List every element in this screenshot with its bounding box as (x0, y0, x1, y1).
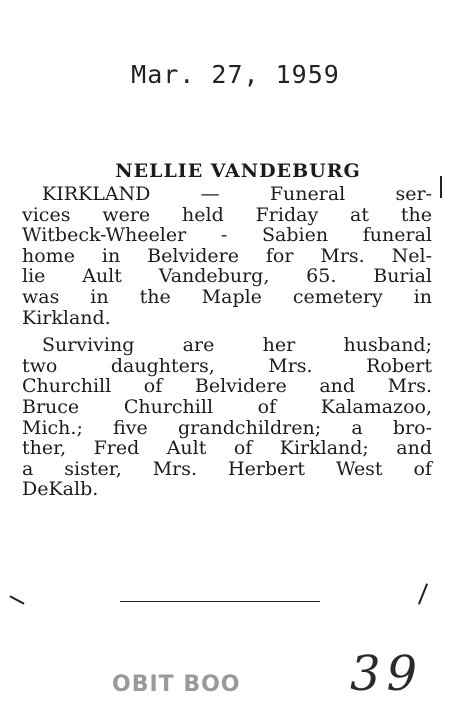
clipping-edge-mark (440, 176, 442, 198)
text-line: home in Belvidere for Mrs. Nel- (22, 244, 432, 267)
obituary-paragraph-survivors (22, 335, 432, 500)
divider-rule (120, 601, 320, 602)
text-line: vices were held Friday at the (22, 203, 432, 226)
text-line: ther, Fred Ault of Kirkland; and (22, 437, 432, 460)
text-line: KIRKLAND — Funeral ser- (42, 183, 432, 205)
text-line: Witbeck-Wheeler - Sabien funeral (22, 224, 432, 247)
text-line: lie Ault Vandeburg, 65. Burial (22, 265, 432, 288)
obit-book-stamp: OBIT BOO (112, 672, 241, 697)
text-line: Mich.; five grandchildren; a bro- (22, 416, 432, 439)
text-line: Surviving are her husband; (42, 334, 432, 357)
text-line: two daughters, Mrs. Robert (22, 354, 432, 377)
obituary-headline: NELLIE VANDEBURG (115, 160, 361, 182)
text-line: a sister, Mrs. Herbert West of (22, 457, 432, 480)
text-line: DeKalb. (22, 478, 99, 501)
text-line: Kirkland. (22, 306, 111, 329)
text-line: was in the Maple cemetery in (22, 285, 432, 308)
handwritten-page-number: 39 (350, 646, 424, 702)
obituary-clipping (22, 160, 432, 500)
text-line: Bruce Churchill of Kalamazoo, (22, 395, 432, 418)
clipping-edge-mark (418, 583, 428, 604)
date-stamp: Mar. 27, 1959 (131, 60, 340, 89)
obituary-paragraph-service (22, 184, 432, 328)
text-line: Churchill of Belvidere and Mrs. (22, 375, 432, 398)
clipping-edge-mark (9, 595, 24, 604)
